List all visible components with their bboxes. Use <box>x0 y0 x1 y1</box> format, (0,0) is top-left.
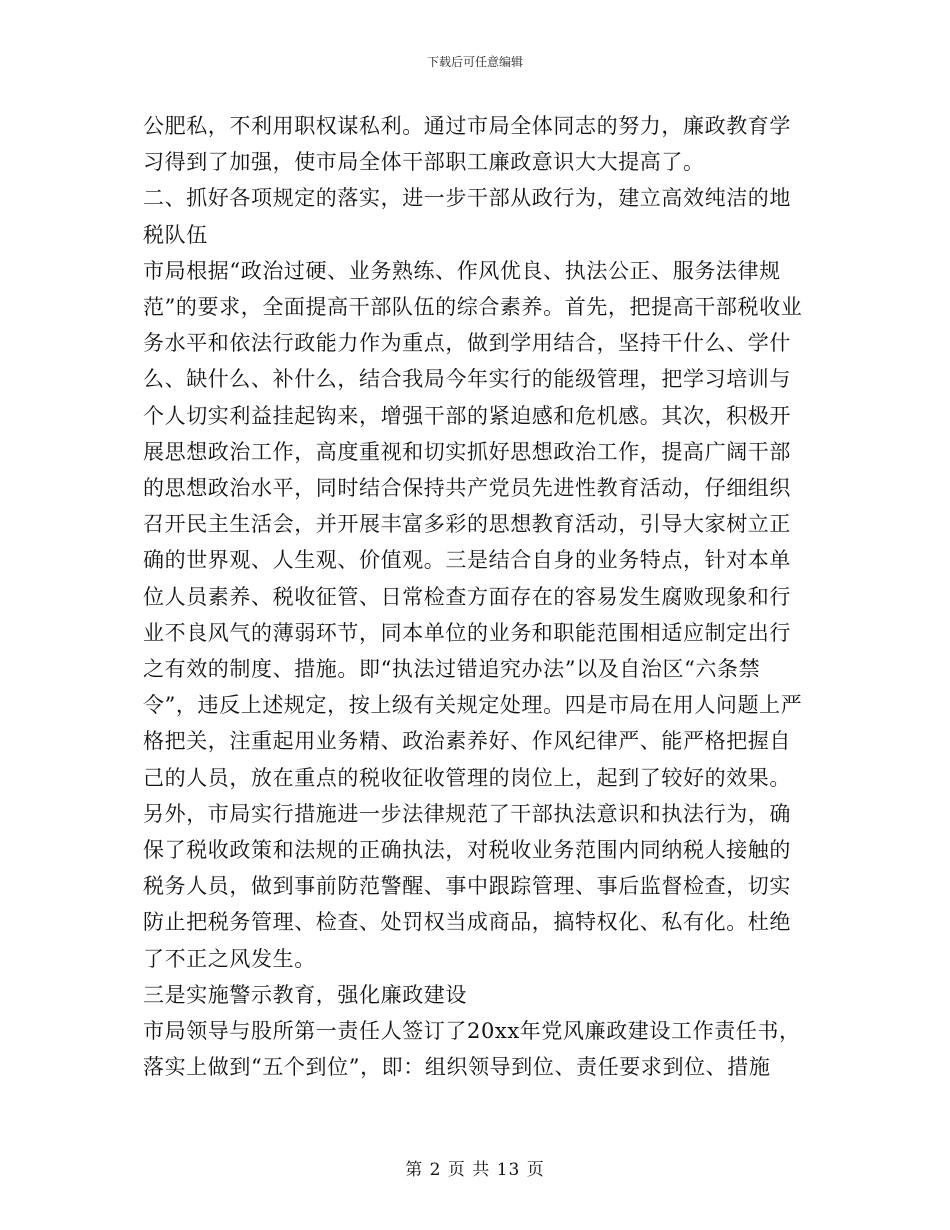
page-footer: 第 2 页 共 13 页 <box>405 1160 545 1180</box>
section-heading-2: 二、抓好各项规定的落实，进一步干部从政行为，建立高效纯洁的地税队伍 <box>143 186 791 247</box>
paragraph-continuation: 公肥私，不利用职权谋私利。通过市局全体同志的努力，廉政教育学习得到了加强，使市局全体干部职工廉政意识大大提高了。 <box>143 114 791 175</box>
paragraph-section-3: 市局领导与股所第一责任人签订了20xx年党风廉政建设工作责任书，落实上做到“五个到位”，即：组织领导到位、责任要求到位、措施 <box>143 1019 801 1080</box>
paragraph-section-2: 市局根据“政治过硬、业务熟练、作风优良、执法公正、服务法律规范”的要求，全面提高干部队伍的综合素养。首先，把提高干部税收业务水平和依法行政能力作为重点，做到学用结合，坚持干什么、学什么、缺什么、补什么，结合我局今年实行的能级管理，把学习培训与个人切实利益挂起钩来，增强干部的紧迫感和危机感。其次，积极开展思想政治工作，高度重视和切实抓好思想政治工作，提高广阔干部的思想政治水平，同时结合保持共产党员先进性教育活动，仔细组织召开民主生活会，并开展丰富多彩的思想教育活动，引导大家树立正确的世界观、人生观、价值观。三是结合自身的业务特点，针对本单位人员素养、税收征管、日常检查方面存在的容易发生腐败现象和行业不良风气的薄弱环节，同本单位的业务和职能范围相适应制定出行之有效的制度、措施。即“执法过错追究办法”以及自治区“六条禁令”，违反上述规定，按上级有关规定处理。四是市局在用人问题上严格把关，注重起用业务精、政治素养好、作风纪律严、能严格把握自己的人员，放在重点的税收征收管理的岗位上，起到了较好的效果。另外，市局实行措施进一步法律规范了干部执法意识和执法行为，确保了税收政策和法规的正确执法，对税收业务范围内同纳税人接触的税务人员，做到事前防范警醒、事中跟踪管理、事后监督检查，切实防止把税务管理、检查、处罚权当成商品，搞特权化、私有化。杜绝了不正之风发生。 <box>143 258 803 971</box>
document-body <box>143 108 803 1085</box>
section-heading-3: 三是实施警示教育，强化廉政建设 <box>143 982 467 1007</box>
page-header: 下载后可任意编辑 <box>426 55 523 69</box>
